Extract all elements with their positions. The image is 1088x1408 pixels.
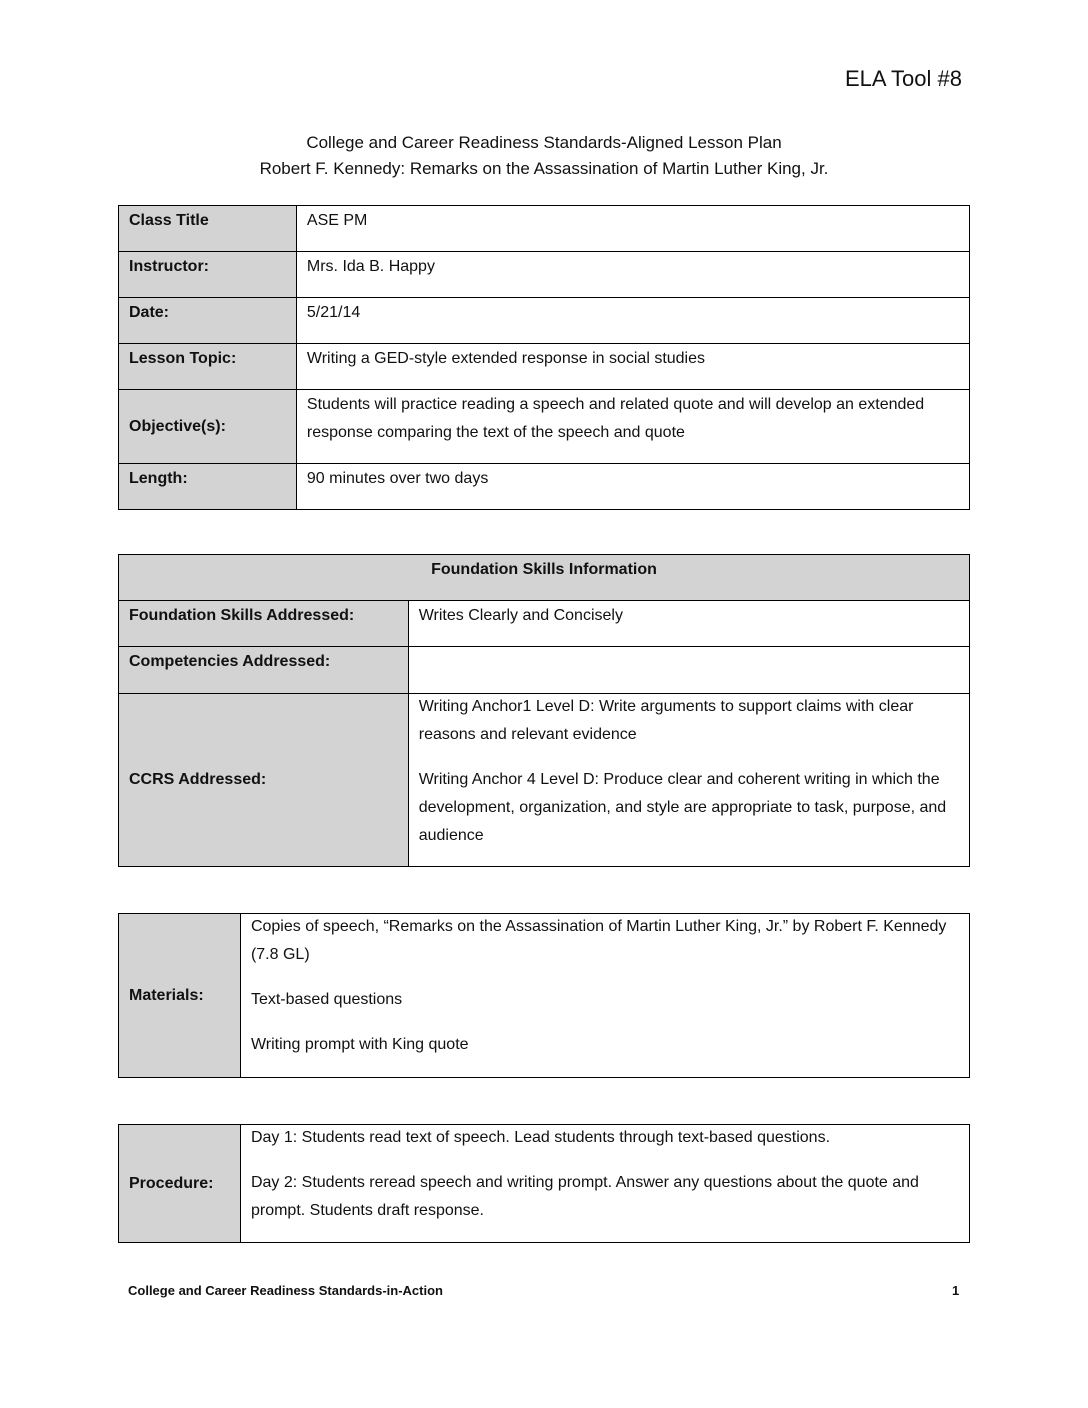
length-label: Length:: [119, 464, 297, 510]
ccrs-label: CCRS Addressed:: [119, 694, 409, 867]
date-label: Date:: [119, 298, 297, 344]
title-line-2: Robert F. Kennedy: Remarks on the Assassination of Martin Luther King, Jr.: [259, 159, 829, 178]
date-value: 5/21/14: [296, 298, 969, 344]
table-row: [119, 206, 970, 252]
table-row: [119, 252, 970, 298]
objectives-label: Objective(s):: [119, 390, 297, 464]
materials-value: [240, 914, 969, 1078]
table-row: [119, 601, 970, 647]
foundation-skills-value: Writes Clearly and Concisely: [408, 601, 969, 647]
ccrs-item: Writing Anchor1 Level D: Write arguments to support claims with clear reasons and relevant evidence: [418, 698, 914, 743]
table-row: [119, 344, 970, 390]
foundation-skills-heading: Foundation Skills Information: [119, 555, 970, 601]
lesson-topic-value: Writing a GED-style extended response in social studies: [296, 344, 969, 390]
procedure-label: Procedure:: [119, 1125, 241, 1243]
procedure-value: [240, 1125, 969, 1243]
lesson-topic-label: Lesson Topic:: [119, 344, 297, 390]
table-row: [119, 464, 970, 510]
page-number: 1: [952, 1283, 960, 1298]
procedure-item: Day 1: Students read text of speech. Lead students through text-based questions.: [250, 1129, 831, 1146]
materials-table: [118, 913, 970, 1078]
competencies-label: Competencies Addressed:: [119, 647, 409, 694]
objectives-value: Students will practice reading a speech and related quote and will develop an extended response comparing the text of the speech and quote: [296, 390, 969, 464]
foundation-skills-label: Foundation Skills Addressed:: [119, 601, 409, 647]
table-row: [119, 390, 970, 464]
table-row: [119, 694, 970, 867]
table-row: [119, 1125, 970, 1243]
table-row: [119, 298, 970, 344]
procedure-table: [118, 1124, 970, 1243]
ccrs-item: Writing Anchor 4 Level D: Produce clear and coherent writing in which the development, organization, and style are appropriate to task, purpose, and audience: [418, 771, 947, 844]
ccrs-value: [408, 694, 969, 867]
document-title: [0, 130, 1088, 182]
footer-text: College and Career Readiness Standards-in-Action: [128, 1283, 443, 1298]
materials-item: Text-based questions: [250, 991, 403, 1008]
foundation-skills-table: [118, 554, 970, 867]
table-row: [119, 555, 970, 601]
instructor-label: Instructor:: [119, 252, 297, 298]
materials-label: Materials:: [119, 914, 241, 1078]
instructor-value: Mrs. Ida B. Happy: [296, 252, 969, 298]
tool-label: ELA Tool #8: [844, 66, 962, 91]
table-row: [119, 914, 970, 1078]
length-value: 90 minutes over two days: [296, 464, 969, 510]
title-line-1: College and Career Readiness Standards-Aligned Lesson Plan: [306, 133, 782, 152]
materials-item: Writing prompt with King quote: [250, 1036, 469, 1053]
procedure-item: Day 2: Students reread speech and writing prompt. Answer any questions about the quote and prompt. Students draft response.: [250, 1174, 919, 1219]
materials-item: Copies of speech, “Remarks on the Assassination of Martin Luther King, Jr.” by Robert F. Kennedy (7.8 GL): [250, 918, 947, 963]
class-info-table: [118, 205, 970, 510]
table-row: [119, 647, 970, 694]
competencies-value: [408, 647, 969, 694]
class-title-label: Class Title: [119, 206, 297, 252]
class-title-value: ASE PM: [296, 206, 969, 252]
